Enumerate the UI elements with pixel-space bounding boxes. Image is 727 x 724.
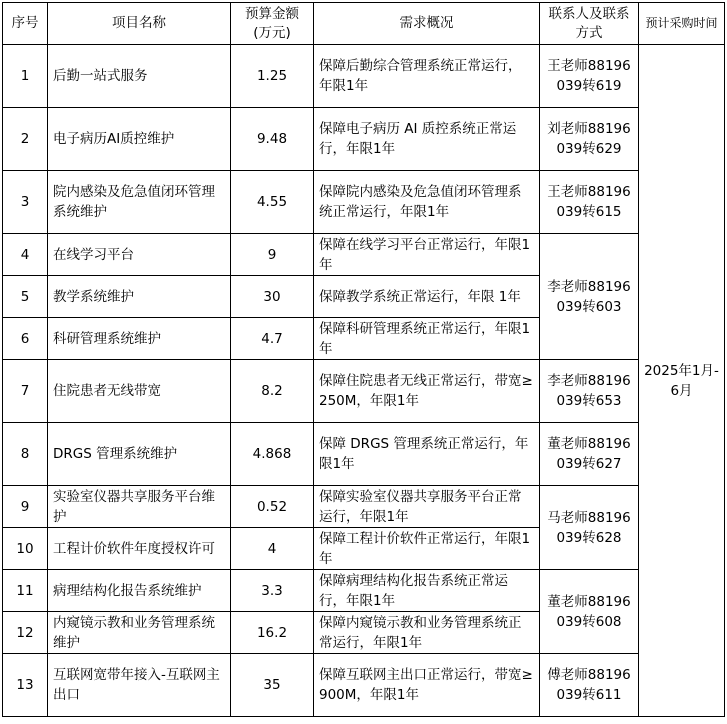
cell-seq: 11	[3, 570, 48, 612]
cell-needs: 保障后勤综合管理系统正常运行，年限1年	[314, 45, 540, 108]
cell-contact: 董老师88196039转608	[540, 570, 639, 654]
cell-name: 病理结构化报告系统维护	[48, 570, 231, 612]
header-budget: 预算金额(万元)	[231, 3, 314, 45]
cell-name: 互联网宽带年接入-互联网主出口	[48, 654, 231, 717]
cell-budget: 0.52	[231, 486, 314, 528]
cell-procurement-time: 2025年1月-6月	[639, 45, 725, 717]
cell-budget: 4.7	[231, 318, 314, 360]
header-seq: 序号	[3, 3, 48, 45]
cell-seq: 9	[3, 486, 48, 528]
cell-seq: 13	[3, 654, 48, 717]
cell-needs: 保障电子病历 AI 质控系统正常运行，年限1年	[314, 108, 540, 171]
cell-budget: 30	[231, 276, 314, 318]
cell-seq: 8	[3, 423, 48, 486]
table-row	[3, 423, 725, 486]
header-contact: 联系人及联系方式	[540, 3, 639, 45]
table-row	[3, 45, 725, 108]
table-row	[3, 360, 725, 423]
cell-name: 后勤一站式服务	[48, 45, 231, 108]
table-row	[3, 570, 725, 612]
header-time: 预计采购时间	[639, 3, 725, 45]
cell-seq: 3	[3, 171, 48, 234]
cell-name: 科研管理系统维护	[48, 318, 231, 360]
cell-budget: 35	[231, 654, 314, 717]
cell-seq: 5	[3, 276, 48, 318]
cell-budget: 4.55	[231, 171, 314, 234]
cell-needs: 保障在线学习平台正常运行，年限1年	[314, 234, 540, 276]
cell-needs: 保障实验室仪器共享服务平台正常运行，年限1年	[314, 486, 540, 528]
cell-seq: 7	[3, 360, 48, 423]
cell-name: 教学系统维护	[48, 276, 231, 318]
cell-needs: 保障病理结构化报告系统正常运行，年限1年	[314, 570, 540, 612]
cell-budget: 4	[231, 528, 314, 570]
cell-needs: 保障内窥镜示教和业务管理系统正常运行，年限1年	[314, 612, 540, 654]
cell-contact: 李老师88196039转603	[540, 234, 639, 360]
cell-name: 院内感染及危急值闭环管理系统维护	[48, 171, 231, 234]
table-row	[3, 654, 725, 717]
cell-needs: 保障工程计价软件正常运行，年限1年	[314, 528, 540, 570]
cell-needs: 保障住院患者无线正常运行，带宽≥250M，年限1年	[314, 360, 540, 423]
header-name: 项目名称	[48, 3, 231, 45]
cell-contact: 马老师88196039转628	[540, 486, 639, 570]
cell-name: 在线学习平台	[48, 234, 231, 276]
cell-name: 工程计价软件年度授权许可	[48, 528, 231, 570]
cell-seq: 2	[3, 108, 48, 171]
cell-name: 内窥镜示教和业务管理系统维护	[48, 612, 231, 654]
table-row	[3, 234, 725, 276]
table-row	[3, 486, 725, 528]
procurement-table	[2, 2, 725, 717]
cell-seq: 12	[3, 612, 48, 654]
cell-seq: 10	[3, 528, 48, 570]
cell-seq: 4	[3, 234, 48, 276]
cell-needs: 保障教学系统正常运行，年限 1年	[314, 276, 540, 318]
cell-budget: 16.2	[231, 612, 314, 654]
table-row	[3, 171, 725, 234]
cell-contact: 董老师88196039转627	[540, 423, 639, 486]
cell-needs: 保障 DRGS 管理系统正常运行，年限1年	[314, 423, 540, 486]
header-row	[3, 3, 725, 45]
cell-contact: 王老师88196039转619	[540, 45, 639, 108]
cell-contact: 傅老师88196039转611	[540, 654, 639, 717]
cell-needs: 保障院内感染及危急值闭环管理系统正常运行，年限1年	[314, 171, 540, 234]
cell-budget: 9	[231, 234, 314, 276]
cell-budget: 9.48	[231, 108, 314, 171]
cell-name: 实验室仪器共享服务平台维护	[48, 486, 231, 528]
table-row	[3, 108, 725, 171]
header-needs: 需求概况	[314, 3, 540, 45]
cell-seq: 6	[3, 318, 48, 360]
cell-contact: 王老师88196039转615	[540, 171, 639, 234]
cell-needs: 保障科研管理系统正常运行，年限1年	[314, 318, 540, 360]
cell-seq: 1	[3, 45, 48, 108]
cell-budget: 8.2	[231, 360, 314, 423]
cell-budget: 3.3	[231, 570, 314, 612]
cell-name: DRGS 管理系统维护	[48, 423, 231, 486]
cell-contact: 刘老师88196039转629	[540, 108, 639, 171]
cell-contact: 李老师88196039转653	[540, 360, 639, 423]
cell-budget: 1.25	[231, 45, 314, 108]
cell-needs: 保障互联网主出口正常运行，带宽≥900M，年限1年	[314, 654, 540, 717]
cell-name: 住院患者无线带宽	[48, 360, 231, 423]
cell-name: 电子病历AI质控维护	[48, 108, 231, 171]
cell-budget: 4.868	[231, 423, 314, 486]
